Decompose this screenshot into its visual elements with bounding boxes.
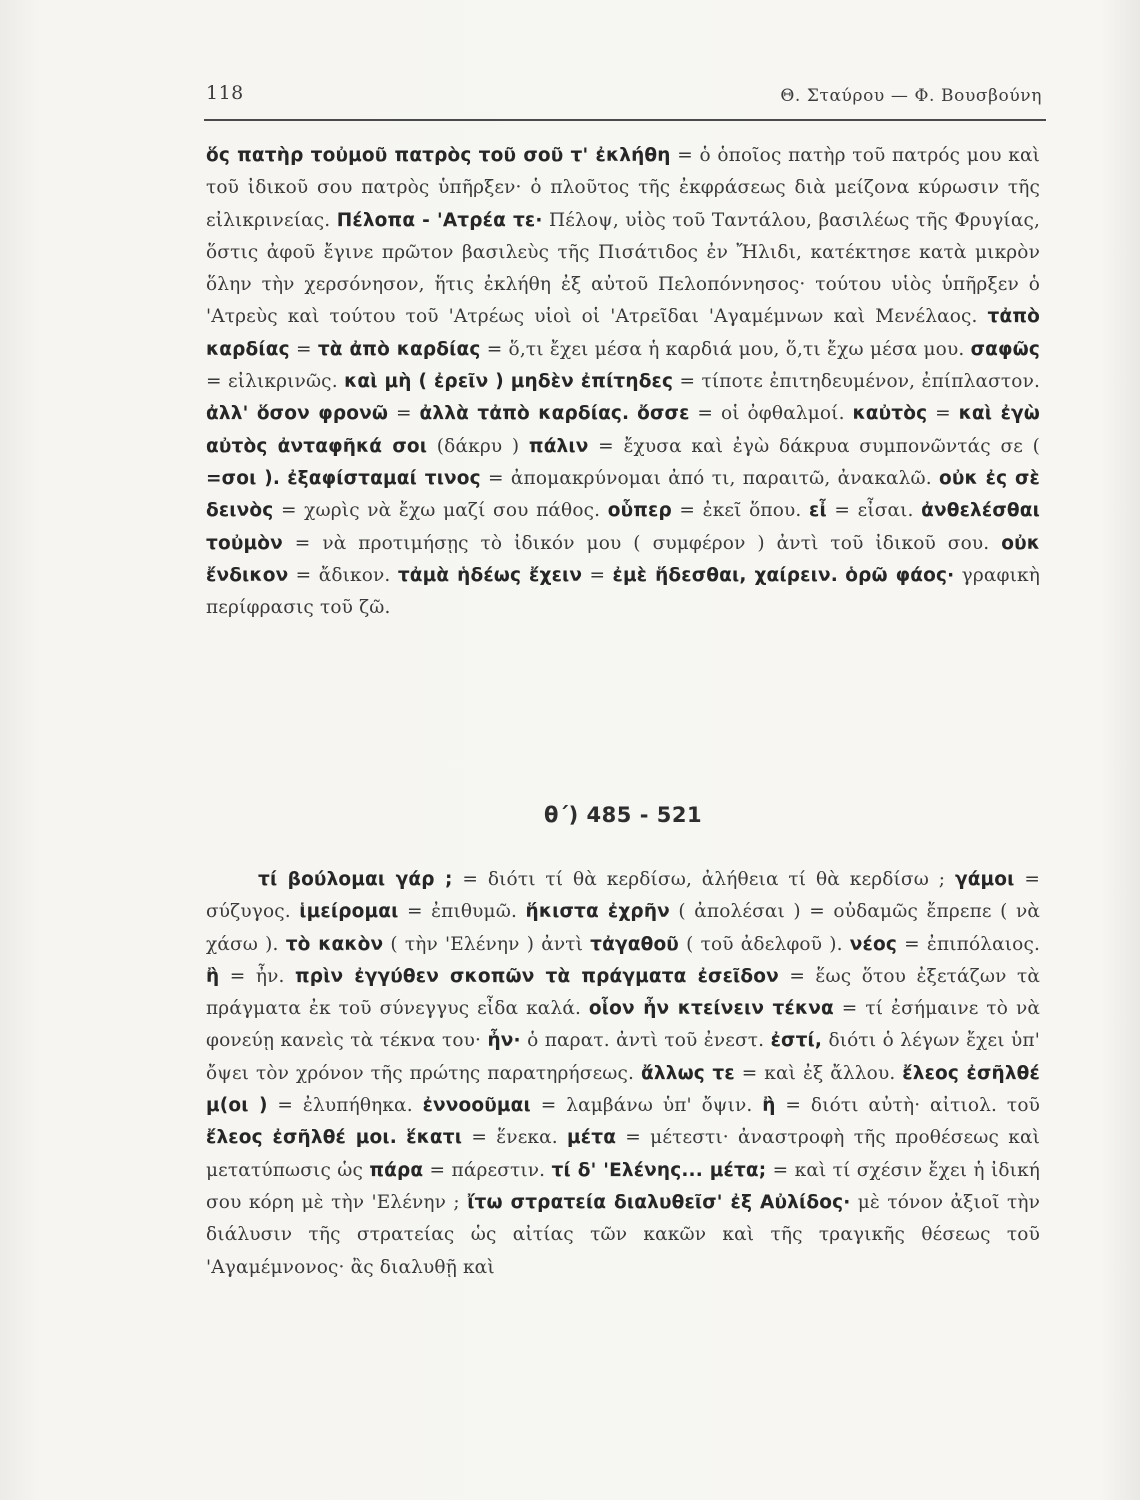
- commentary-paragraph-1: [206, 140, 1040, 624]
- gloss-text: = μέτεστι· ἀναστροφὴ τῆς προθέσεως καὶ μετατύπωσις ὡς: [206, 1127, 1041, 1181]
- gloss-text: = ὅ,τι ἔχει μέσα ἡ καρδιά μου, ὅ,τι ἔχω μέσα μου.: [480, 338, 971, 360]
- gloss-text: ( τοῦ ἀδελφοῦ ).: [678, 933, 850, 955]
- gloss-text: ὁ παρατ. ἀντὶ τοῦ ἐνεστ.: [520, 1030, 771, 1052]
- lemma-term: καὶ ἐγὼ αὐτὸς ἀνταφῆκά σοι: [206, 403, 1040, 457]
- gloss-text: = ἦν.: [219, 965, 296, 987]
- gloss-text: γραφικὴ περίφρασις τοῦ ζῶ.: [206, 564, 1040, 619]
- gloss-text: = διότι αὐτὴ· αἰτιολ. τοῦ: [775, 1095, 1040, 1117]
- gloss-text: = ἐπιπόλαιος.: [896, 933, 1041, 955]
- gloss-text: = διότι τί θὰ κερδίσω, ἀλήθεια τί θὰ κερδίσω ;: [452, 869, 955, 890]
- lemma-term: ἕκατι: [406, 1127, 463, 1149]
- gloss-text: διότι ὁ λέγων ἔχει ὑπ' ὄψει τὸν χρόνον τῆς πρώτης παρατηρήσεως.: [206, 1030, 1040, 1084]
- gloss-text: = λαμβάνω ὑπ' ὄψιν.: [530, 1095, 763, 1117]
- lemma-term: τί δ' 'Ελένης... μέτα;: [551, 1159, 767, 1181]
- lemma-term: οὐκ ἐς σὲ δεινὸς: [206, 467, 1040, 522]
- gloss-text: = ὁ ὁποῖος πατὴρ τοῦ πατρός μου καὶ τοῦ ἰδικοῦ σου πατρὸς ὑπῆρξεν· ὁ πλοῦτος τῆς ἐκφράσεως διὰ μείζονα κύρωσιν τῆς εἰλικρινείας.: [206, 145, 1040, 231]
- lemma-term: ὄσσε: [637, 403, 690, 425]
- gloss-text: = ἄδικον.: [288, 564, 398, 586]
- gloss-text: = ἐλυπήθηκα.: [267, 1095, 423, 1117]
- lemma-term: ἱμείρομαι: [299, 901, 399, 923]
- gloss-text: = ἕνεκα.: [462, 1127, 568, 1149]
- lemma-term: ἐννοοῦμαι: [422, 1095, 531, 1117]
- lemma-term: πρὶν ἐγγύθεν σκοπῶν τὰ πράγματα ἐσεῖδον: [295, 965, 779, 987]
- lemma-term: ἔλεος ἐσῆλθέ μοι.: [206, 1127, 397, 1149]
- lemma-term: τἀμὰ ἡδέως ἔχειν: [397, 564, 583, 586]
- header-rule: [204, 119, 1046, 121]
- gloss-text: = ἀπομακρύνομαι ἀπό τι, παραιτῶ, ἀνακαλῶ.: [480, 467, 940, 489]
- gloss-text: = νὰ προτιμήσῃς τὸ ἰδικόν μου ( συμφέρον ) ἀντὶ τοῦ ἰδικοῦ σου.: [282, 532, 1002, 554]
- lemma-term: τὰ ἀπὸ καρδίας: [317, 338, 481, 360]
- lemma-term: οἷον ἦν κτείνειν τέκνα: [588, 998, 834, 1020]
- gloss-text: = καὶ τί σχέσιν ἔχει ἡ ἰδική σου κόρη μὲ τὴν 'Ελένην ;: [206, 1159, 1041, 1213]
- gloss-text: = χωρὶς νὰ ἔχω μαζί σου πάθος.: [273, 500, 608, 522]
- lemma-term: ἐξαφίσταμαί τινος: [287, 467, 481, 489]
- page-header: [206, 82, 1042, 116]
- lemma-term: ἢ: [762, 1095, 776, 1117]
- lemma-term: ἀλλὰ τἀπὸ καρδίας.: [419, 403, 630, 425]
- lemma-term: ἐστί,: [770, 1030, 823, 1052]
- lemma-term: καὐτὸς: [852, 403, 928, 425]
- lemma-term: οὐκ ἔνδικον: [206, 532, 1040, 586]
- lemma-term: ὅς πατὴρ τοὐμοῦ πατρὸς τοῦ σοῦ τ' ἐκλήθη: [206, 145, 671, 166]
- lemma-term: ἥκιστα ἐχρῆν: [525, 901, 670, 923]
- gloss-text: = τίποτε ἐπιτηδευμένον, ἐπίπλαστον.: [673, 371, 1041, 393]
- lemma-term: σαφῶς: [970, 338, 1040, 360]
- lemma-term: ὁρῶ φάος·: [845, 564, 955, 586]
- lemma-term: εἶ: [809, 500, 827, 522]
- lemma-term: πάρα: [369, 1159, 424, 1181]
- gloss-text: = εἶσαι.: [826, 500, 922, 522]
- gloss-text: ( ἀπολέσαι ) = οὐδαμῶς ἔπρεπε ( νὰ χάσω ).: [206, 901, 1041, 955]
- paragraph-text: [206, 864, 1040, 1284]
- lemma-term: τί βούλομαι γάρ ;: [258, 869, 453, 890]
- paragraph-text: [206, 140, 1040, 624]
- lemma-term: οὗπερ: [607, 500, 672, 522]
- lemma-term: ἢ: [206, 965, 220, 987]
- lemma-term: ἴτω στρατεία διαλυθεῖσ' ἐξ Αὐλίδος·: [467, 1191, 851, 1213]
- gloss-text: ( τὴν 'Ελένην ) ἀντὶ: [383, 933, 591, 955]
- gloss-text: = ἐπιθυμῶ.: [398, 901, 526, 923]
- lemma-term: τἀγαθοῦ: [590, 933, 679, 955]
- gloss-text: =: [388, 403, 420, 425]
- gloss-text: = οἱ ὀφθαλμοί.: [689, 403, 853, 425]
- gloss-text: =: [927, 403, 959, 425]
- gloss-text: =: [289, 338, 318, 360]
- gloss-text: = καὶ ἐξ ἄλλου.: [734, 1062, 903, 1084]
- lemma-term: καὶ μὴ ( ἐρεῖν ) μηδὲν ἐπίτηδες: [344, 371, 674, 393]
- lemma-term: ἀνθελέσθαι τοὐμὸν: [206, 500, 1040, 554]
- lemma-term: πάλιν: [528, 435, 589, 457]
- gloss-text: = ἐκεῖ ὅπου.: [671, 500, 809, 522]
- gloss-text: = ἕως ὅτου ἐξετάζων τὰ πράγματα ἐκ τοῦ σύνεγγυς εἶδα καλά.: [206, 965, 1040, 1020]
- lemma-term: ἐμὲ ἥδεσθαι, χαίρειν.: [612, 564, 838, 586]
- gloss-text: Πέλοψ, υἱὸς τοῦ Ταντάλου, βασιλέως τῆς Φρυγίας, ὅστις ἀφοῦ ἔγινε πρῶτον βασιλεὺς τῆς Πισάτιδος ἐν Ἤλιδι, κατέκτησε κατὰ μικρὸν ὅλην τὴν χερσόνησον, ἥτις ἐκλήθη ἐξ αὐτοῦ Πελοπόννησος· τούτου υἱὸς ὑπῆρξεν ὁ 'Ατρεὺς καὶ τούτου τοῦ 'Ατρέως υἱοὶ οἱ 'Ατρεῖδαι 'Αγαμέμνων καὶ Μενέλαος.: [206, 209, 1041, 328]
- commentary-paragraph-2: [206, 864, 1040, 1284]
- gloss-text: μὲ τόνον ἀξιοῖ τὴν διάλυσιν τῆς στρατείας ὡς αἰτίας τῶν κακῶν καὶ τῆς τραγικῆς θέσεως τοῦ 'Αγαμέμνονος· ἂς διαλυθῇ καὶ: [206, 1191, 1040, 1278]
- gloss-text: [629, 403, 637, 424]
- gloss-text: (δάκρυ ): [427, 435, 529, 457]
- gloss-text: = σύζυγος.: [206, 869, 1040, 923]
- lemma-term: ἄλλως τε: [641, 1062, 735, 1084]
- gloss-text: = πάρεστιν.: [423, 1159, 552, 1181]
- gloss-text: [397, 1127, 406, 1148]
- lemma-term: τὸ κακὸν: [285, 933, 384, 955]
- lemma-term: μέτα: [567, 1127, 617, 1149]
- lemma-term: ἔλεος ἐσῆλθέ μ(οι ): [206, 1062, 1040, 1117]
- gloss-text: = εἰλικρινῶς.: [206, 371, 345, 393]
- lemma-term: ἀλλ' ὅσον φρονῶ: [206, 403, 389, 425]
- lemma-term: ἦν·: [487, 1030, 521, 1052]
- gloss-text: = ἔχυσα καὶ ἐγὼ δάκρυα συμπονῶντάς σε (: [588, 435, 1040, 457]
- lemma-term: =σοι ).: [206, 467, 280, 489]
- lemma-term: τἀπὸ καρδίας: [206, 306, 1040, 360]
- page-number: 118: [206, 82, 244, 104]
- gloss-text: =: [582, 564, 613, 586]
- section-heading: θ΄) 485 - 521: [543, 803, 703, 827]
- lemma-term: Πέλοπα - 'Ατρέα τε·: [336, 209, 543, 231]
- lemma-term: γάμοι: [954, 869, 1015, 890]
- lemma-term: νέος: [849, 933, 897, 955]
- running-header-authors: Θ. Σταύρου — Φ. Βουσβούνη: [780, 86, 1042, 106]
- gloss-text: = τί ἐσήμαινε τὸ νὰ φονεύῃ κανεὶς τὰ τέκνα του·: [206, 998, 1040, 1052]
